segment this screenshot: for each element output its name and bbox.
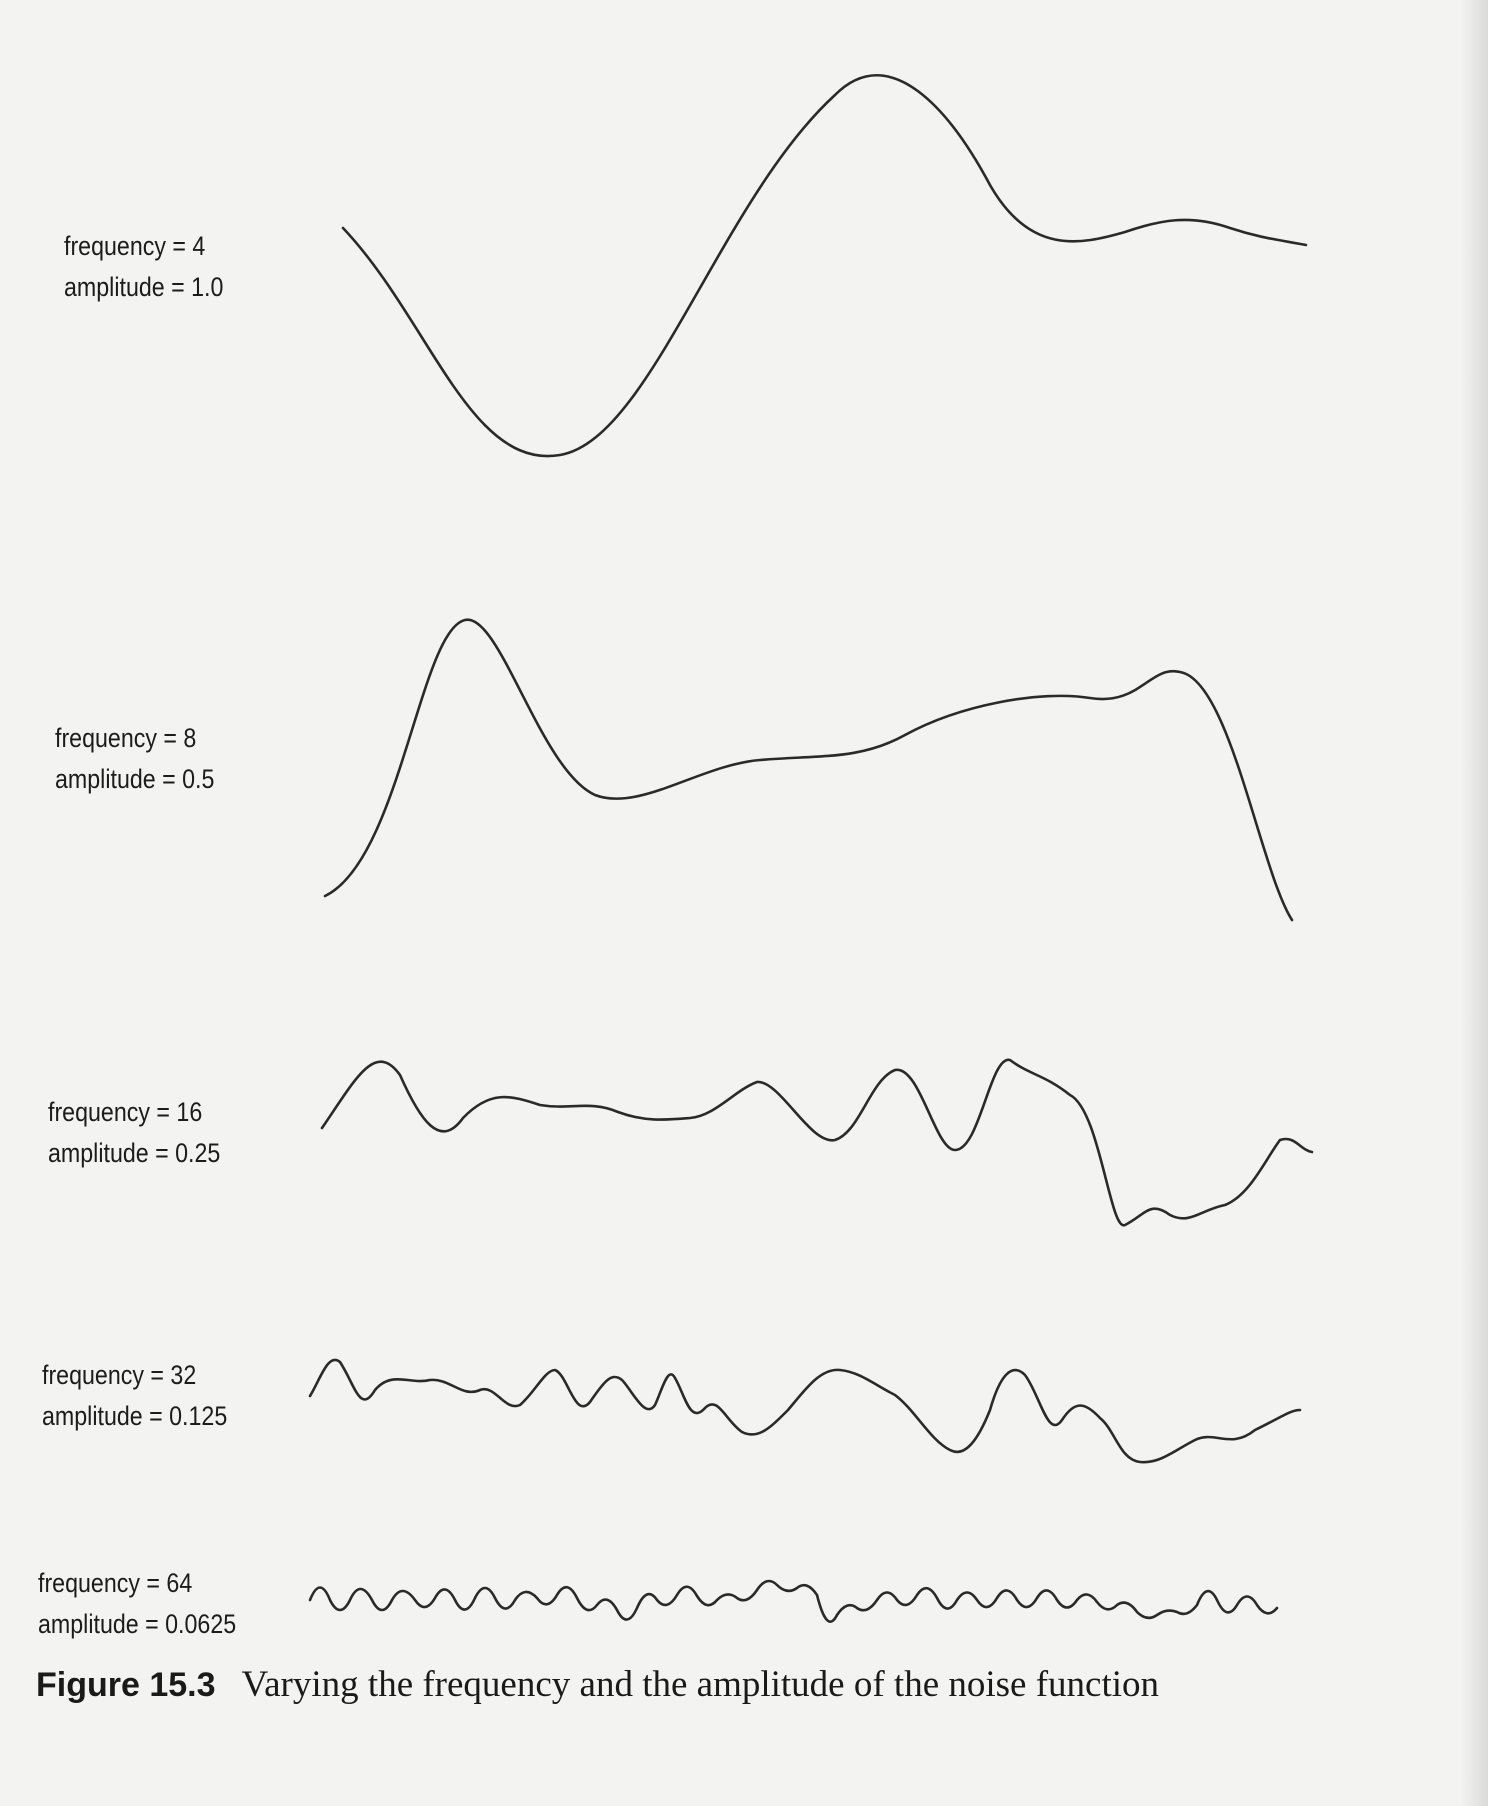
noise-wave-freq-16 [322, 1060, 1312, 1225]
frequency-label-1: frequency = 4 [64, 231, 206, 261]
amplitude-label-2: amplitude = 0.5 [55, 764, 215, 794]
amplitude-label-4: amplitude = 0.125 [42, 1401, 228, 1431]
amplitude-label-3: amplitude = 0.25 [48, 1138, 221, 1168]
noise-wave-freq-8 [325, 620, 1292, 920]
frequency-label-3: frequency = 16 [48, 1097, 203, 1127]
frequency-label-4: frequency = 32 [42, 1360, 197, 1390]
noise-wave-freq-4 [343, 75, 1306, 456]
noise-wave-freq-64 [310, 1581, 1277, 1622]
amplitude-label-5: amplitude = 0.0625 [38, 1609, 237, 1639]
figure-number: Figure 15.3 [36, 1666, 216, 1704]
figure-caption-text: Varying the frequency and the amplitude of the noise function [241, 1664, 1160, 1705]
frequency-label-5: frequency = 64 [38, 1568, 193, 1598]
amplitude-label-1: amplitude = 1.0 [64, 272, 224, 302]
frequency-label-2: frequency = 8 [55, 723, 197, 753]
figure-caption [36, 1663, 1159, 1706]
noise-wave-freq-32 [310, 1360, 1300, 1462]
